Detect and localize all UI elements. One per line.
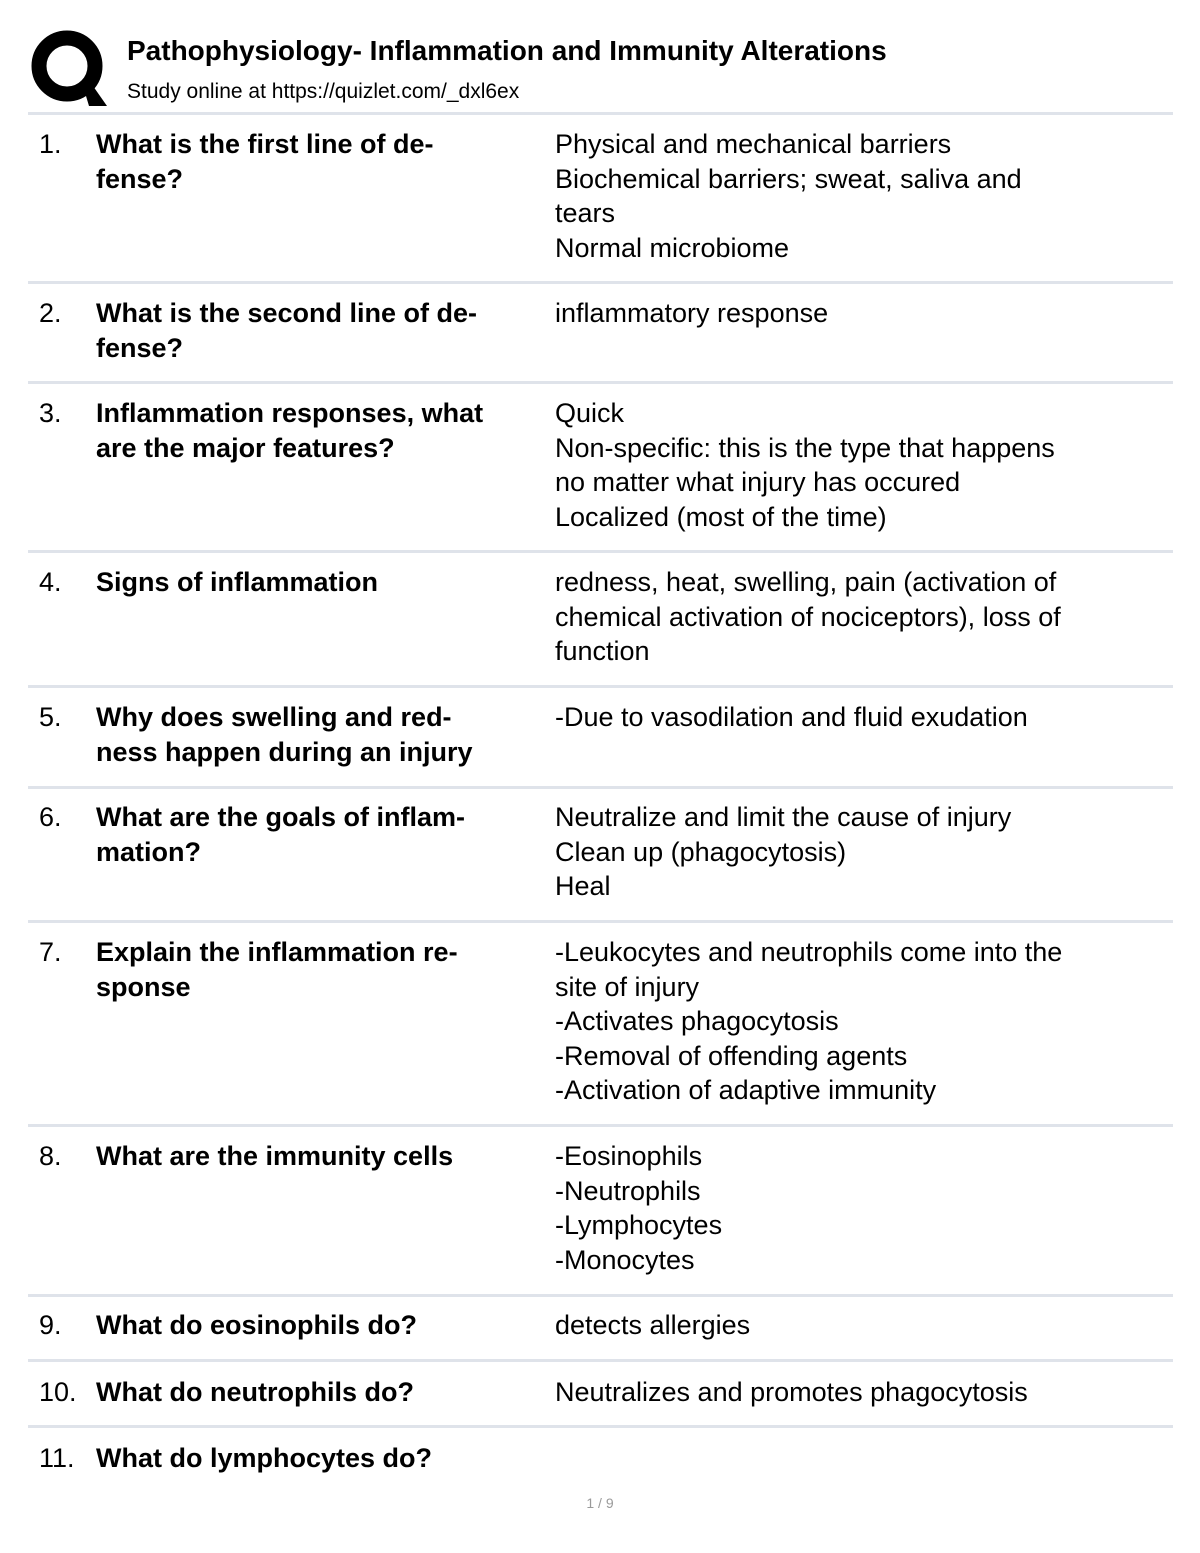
card-term: What is the second line of de- fense?: [96, 298, 478, 363]
row-divider: [28, 1124, 1173, 1127]
row-divider: [28, 381, 1173, 384]
card-definition: inflammatory response: [555, 298, 829, 328]
row-divider: [28, 920, 1173, 923]
row-divider: [28, 1294, 1173, 1297]
card-term: What do eosinophils do?: [96, 1310, 417, 1340]
row-divider: [28, 685, 1173, 688]
row-divider: [28, 281, 1173, 284]
card-number: 4.: [39, 567, 62, 597]
card-term: What is the first line of de- fense?: [96, 129, 434, 194]
document-header: [0, 0, 1200, 112]
card-term: Inflammation responses, what are the major features?: [96, 398, 484, 463]
card-number: 6.: [39, 802, 62, 832]
card-number: 5.: [39, 702, 62, 732]
document-title: Pathophysiology- Inflammation and Immunity Alterations: [127, 35, 887, 66]
card-definition: -Due to vasodilation and fluid exudation: [555, 702, 1028, 732]
card-definition: Physical and mechanical barriers Biochemical barriers; sweat, saliva and tears Normal microbiome: [555, 129, 1022, 263]
card-definition: redness, heat, swelling, pain (activation of chemical activation of nociceptors), loss of function: [555, 567, 1061, 666]
page-indicator: 1 / 9: [586, 1495, 614, 1511]
study-link[interactable]: Study online at https://quizlet.com/_dxl6ex: [127, 80, 520, 103]
card-term: What are the immunity cells: [96, 1141, 454, 1171]
card-number: 1.: [39, 129, 62, 159]
row-divider: [28, 786, 1173, 789]
card-term: Signs of inflammation: [96, 567, 379, 597]
card-definition: detects allergies: [555, 1310, 751, 1340]
card-number: 8.: [39, 1141, 62, 1171]
row-divider: [28, 550, 1173, 553]
card-term: Explain the inflammation re- sponse: [96, 937, 458, 1002]
card-definition: Neutralizes and promotes phagocytosis: [555, 1377, 1028, 1407]
card-number: 11.: [39, 1443, 75, 1473]
card-term: What do neutrophils do?: [96, 1377, 414, 1407]
header-divider: [28, 112, 1173, 115]
card-number: 3.: [39, 398, 62, 428]
card-number: 7.: [39, 937, 62, 967]
card-definition: -Leukocytes and neutrophils come into the site of injury -Activates phagocytosis -Removal of offending agents -Activation of adaptive immunity: [555, 937, 1063, 1105]
card-definition: Neutralize and limit the cause of injury Clean up (phagocytosis) Heal: [555, 802, 1012, 901]
card-number: 10.: [39, 1377, 77, 1407]
card-term: Why does swelling and red- ness happen during an injury: [96, 702, 473, 767]
card-definition: Quick Non-specific: this is the type that happens no matter what injury has occured Localized (most of the time): [555, 398, 1055, 532]
card-definition: -Eosinophils -Neutrophils -Lymphocytes -Monocytes: [555, 1141, 723, 1275]
card-term: What do lymphocytes do?: [96, 1443, 433, 1473]
card-number: 2.: [39, 298, 62, 328]
row-divider: [28, 1359, 1173, 1362]
card-number: 9.: [39, 1310, 62, 1340]
card-term: What are the goals of inflam- mation?: [96, 802, 466, 867]
row-divider: [28, 1425, 1173, 1428]
quizlet-logo-icon: [31, 30, 107, 106]
